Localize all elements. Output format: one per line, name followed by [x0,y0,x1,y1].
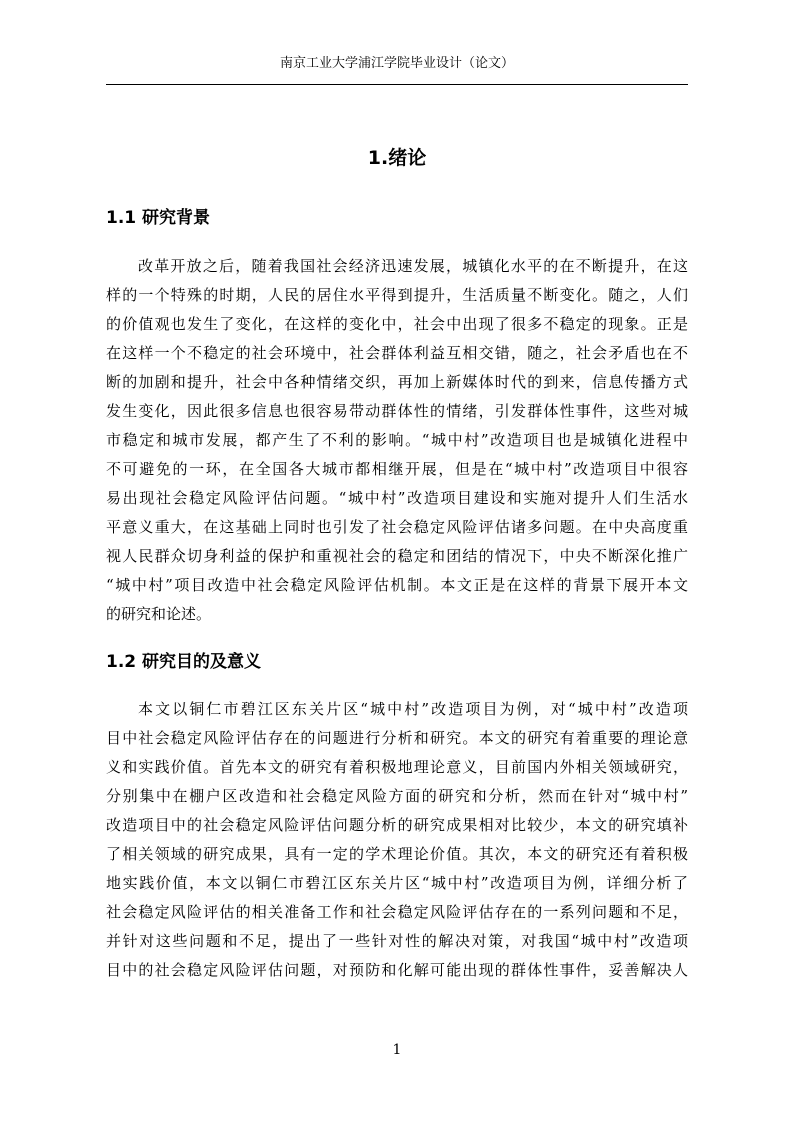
paragraph-line: 易出现社会稳定风险评估问题。“城中村”改造项目建设和实施对提升人们生活水 [106,489,688,507]
paragraph-line: 分别集中在棚户区改造和社会稳定风险方面的研究和分析，然而在针对“城中村” [106,787,688,805]
paragraph-line: 目中的社会稳定风险评估问题，对预防和化解可能出现的群体性事件，妥善解决人 [106,961,688,979]
paragraph-line: 市稳定和城市发展，都产生了不利的影响。“城中村”改造项目也是城镇化进程中 [106,431,688,449]
paragraph-line: 本文以铜仁市碧江区东关片区“城中村”改造项目为例，对“城中村”改造项 [138,700,688,718]
paragraph-line: “城中村”项目改造中社会稳定风险评估机制。本文正是在这样的背景下展开本文 [106,576,688,594]
paragraph-research-purpose [106,695,688,985]
paragraph-line: 义和实践价值。首先本文的研究有着积极地理论意义，目前国内外相关领域研究， [106,758,688,776]
paragraph-research-background [106,252,688,629]
paragraph-line: 发生变化，因此很多信息也很容易带动群体性的情绪，引发群体性事件，这些对城 [106,402,688,420]
paragraph-line: 并针对这些问题和不足，提出了一些针对性的解决对策，对我国“城中村”改造项 [106,932,688,950]
paragraph-line: 平意义重大，在这基础上同时也引发了社会稳定风险评估诸多问题。在中央高度重 [106,518,688,536]
paragraph-line: 样的一个特殊的时期，人民的居住水平得到提升，生活质量不断变化。随之，人们 [106,286,688,304]
paragraph-line: 断的加剧和提升，社会中各种情绪交织，再加上新媒体时代的到来，信息传播方式 [106,373,688,391]
page-number: 1 [392,1042,402,1058]
paragraph-line: 视人民群众切身利益的保护和重视社会的稳定和团结的情况下，中央不断深化推广 [106,547,688,565]
running-header: 南京工业大学浦江学院毕业设计（论文） [279,56,514,71]
paragraph-line: 目中社会稳定风险评估存在的问题进行分析和研究。本文的研究有着重要的理论意 [106,729,688,747]
paragraph-line: 改革开放之后，随着我国社会经济迅速发展，城镇化水平的在不断提升，在这 [138,257,688,275]
paragraph-line: 的价值观也发生了变化，在这样的变化中，社会中出现了很多不稳定的现象。正是 [106,315,688,333]
paragraph-line: 了相关领域的研究成果，具有一定的学术理论价值。其次，本文的研究还有着积极 [106,845,688,863]
section-heading-1-1: 1.1 研究背景 [106,208,211,228]
paragraph-line: 改造项目中的社会稳定风险评估问题分析的研究成果相对比较少，本文的研究填补 [106,816,688,834]
paragraph-line: 在这样一个不稳定的社会环境中，社会群体利益互相交错，随之，社会矛盾也在不 [106,344,688,362]
header-rule [106,84,688,85]
paragraph-line: 不可避免的一环，在全国各大城市都相继开展，但是在“城中村”改造项目中很容 [106,460,688,478]
chapter-title: 1.绪论 [367,147,427,169]
section-heading-1-2: 1.2 研究目的及意义 [106,652,262,672]
paragraph-line: 社会稳定风险评估的相关准备工作和社会稳定风险评估存在的一系列问题和不足， [106,903,688,921]
paragraph-line: 的研究和论述。 [106,605,212,623]
paragraph-line: 地实践价值，本文以铜仁市碧江区东关片区“城中村”改造项目为例，详细分析了 [106,874,688,892]
